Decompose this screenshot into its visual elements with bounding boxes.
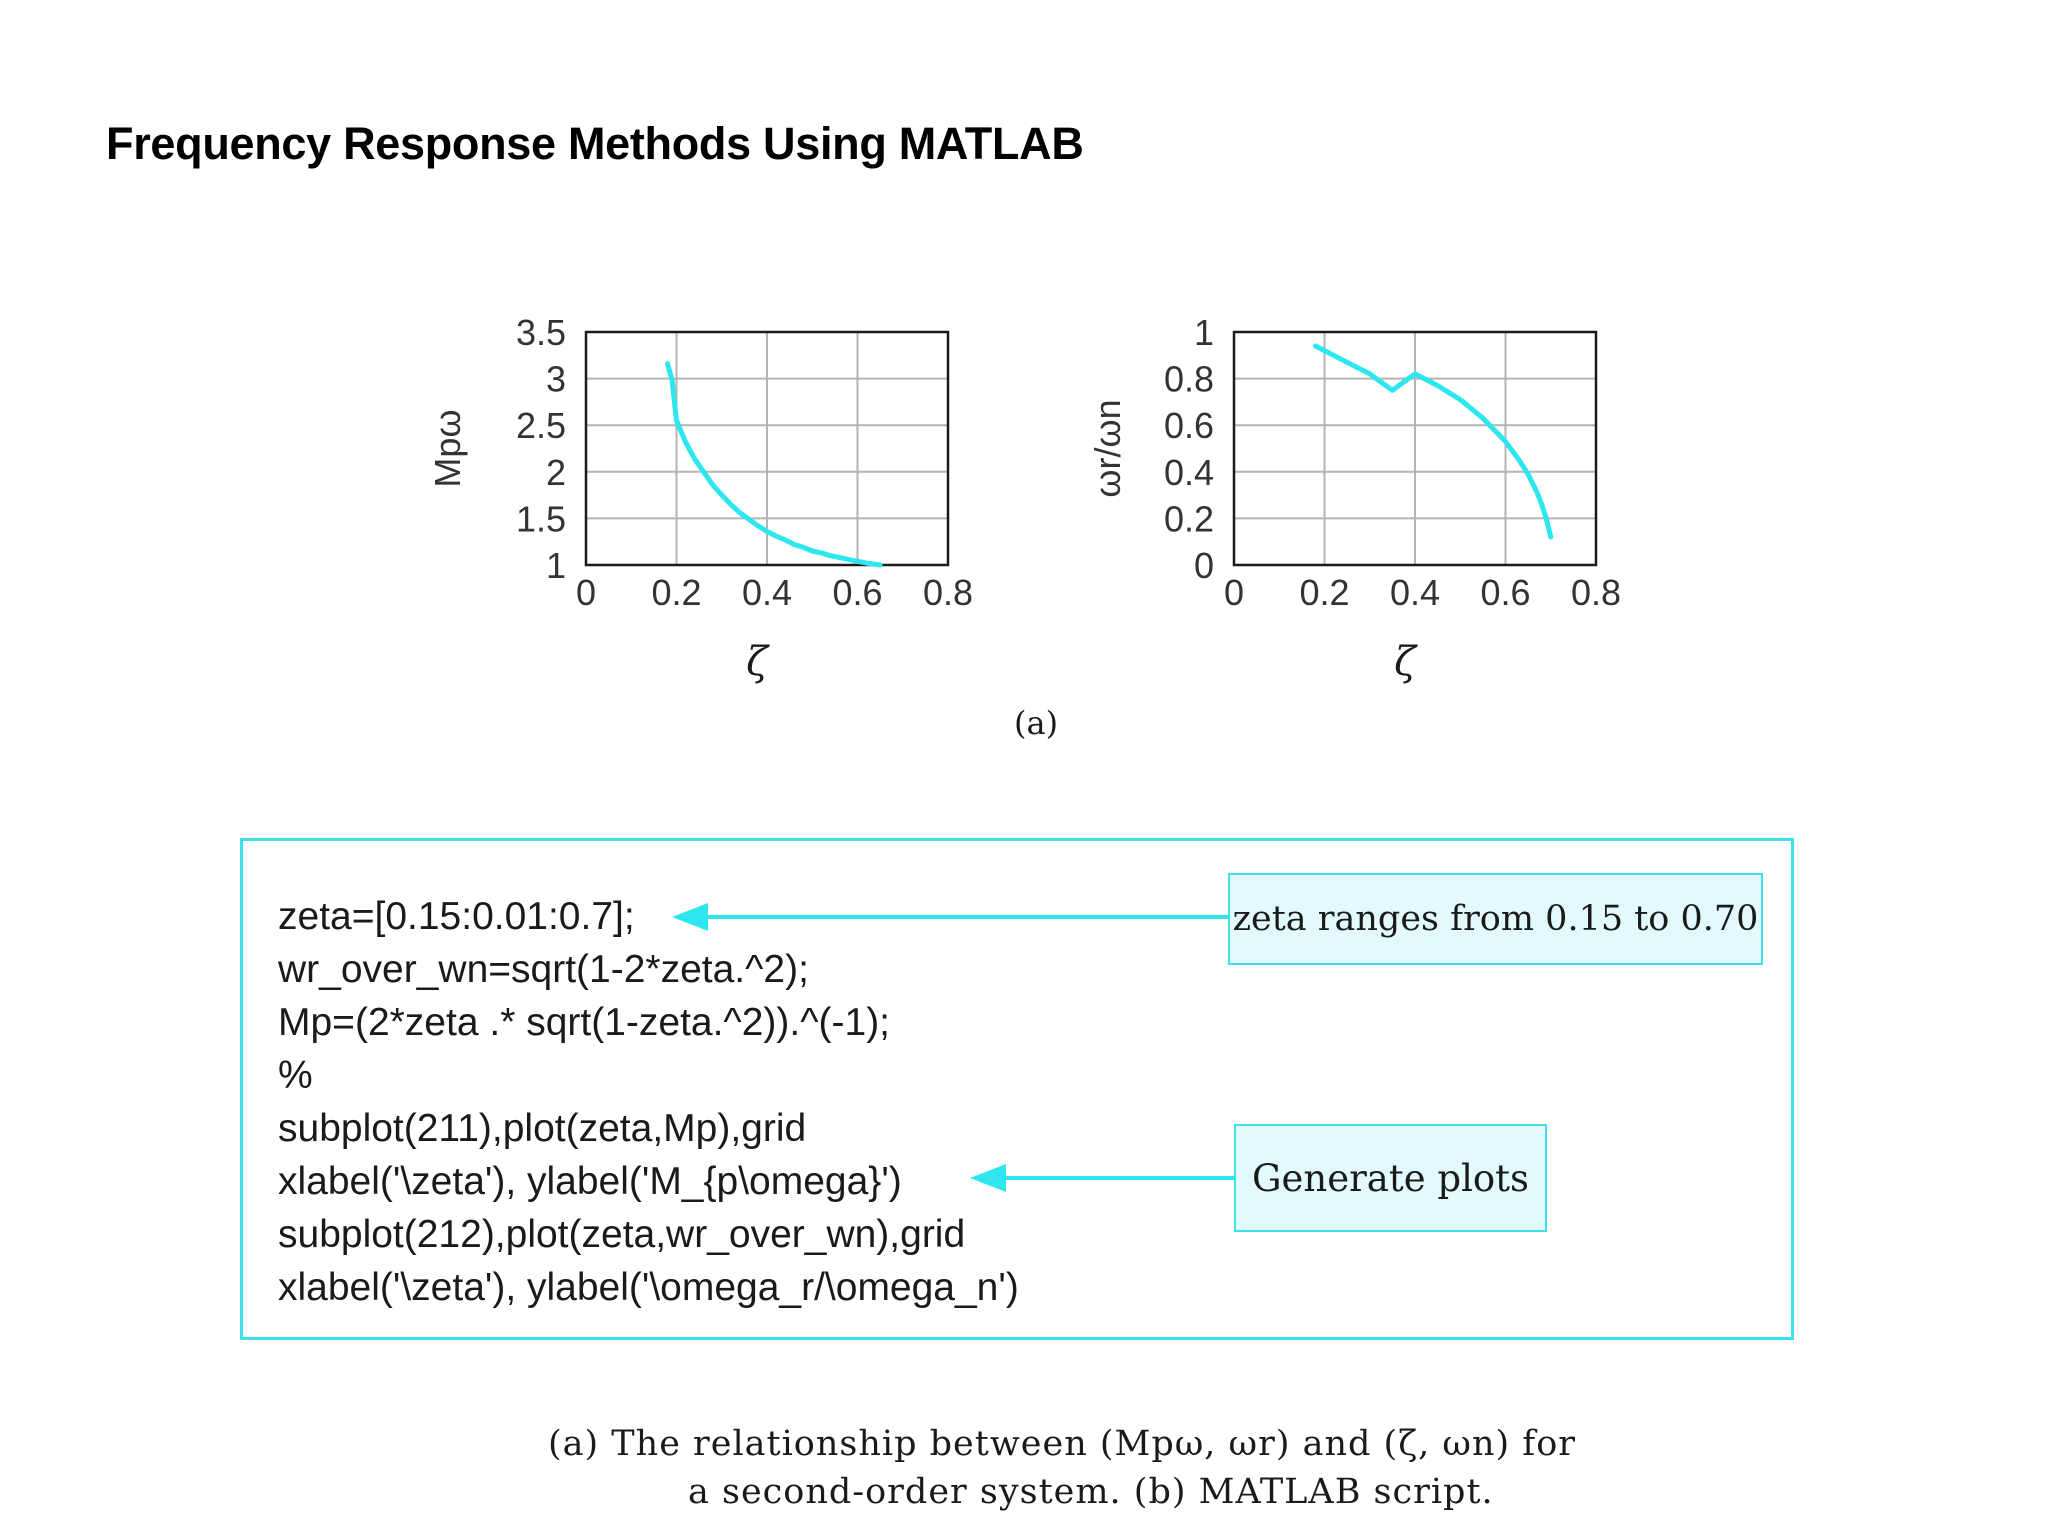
chart-wr-xtick-4: 0.8 — [1570, 572, 1622, 613]
subfigure-label: (a) — [1014, 704, 1059, 742]
callout-generate-plots: Generate plots — [1234, 1124, 1547, 1232]
chart-wr-ytick-3: 0.6 — [1163, 405, 1214, 447]
chart-mp-ytick-0: 1 — [545, 545, 566, 586]
arrow-generate-plots — [970, 1164, 1234, 1192]
code-line-5: subplot(211),plot(zeta,Mp),grid — [278, 1107, 807, 1150]
figure-caption-line-2: a second-order system. (b) MATLAB script. — [688, 1472, 1494, 1512]
chart-mp-ytick-5: 3.5 — [515, 312, 566, 353]
chart-wr-ytick-5: 1 — [1193, 312, 1214, 353]
code-line-6: xlabel('\zeta'), ylabel('M_{p\omega}') — [278, 1160, 902, 1203]
chart-wr-xtick-1: 0.2 — [1299, 572, 1350, 613]
chart-mp-ytick-2: 2 — [545, 451, 566, 493]
chart-mp-xtick-1: 0.2 — [651, 572, 702, 613]
figure-caption-line-1: (a) The relationship between (Mpω, ωr) and (ζ, ωn) for — [548, 1424, 1577, 1464]
chart-mp-ylabel: Mpω — [427, 409, 468, 488]
chart-wr-xtick-0: 0 — [1223, 572, 1245, 613]
code-line-1: zeta=[0.15:0.01:0.7]; — [278, 895, 635, 938]
chart-mp-xtick-3: 0.6 — [832, 572, 883, 613]
slide-title: Frequency Response Methods Using MATLAB — [106, 118, 1084, 169]
chart-wr-ytick-1: 0.2 — [1163, 498, 1214, 540]
callout-zeta-range: zeta ranges from 0.15 to 0.70 — [1228, 873, 1763, 965]
chart-mp-xlabel: ζ — [746, 639, 768, 685]
chart-mp-ytick-4: 3 — [545, 358, 566, 400]
chart-wr-ytick-4: 0.8 — [1163, 358, 1214, 400]
chart-mp-xtick-0: 0 — [575, 572, 597, 613]
chart-mp-xtick-2: 0.4 — [741, 572, 793, 613]
chart-mp-xtick-4: 0.8 — [922, 572, 974, 613]
code-line-2: wr_over_wn=sqrt(1-2*zeta.^2); — [278, 948, 809, 991]
chart-wr-xlabel: ζ — [1394, 639, 1416, 685]
chart-wr-xtick-3: 0.6 — [1480, 572, 1531, 613]
code-line-4: % — [278, 1054, 313, 1097]
chart-wr-ylabel: ωr/ωn — [1087, 399, 1128, 498]
code-line-8: xlabel('\zeta'), ylabel('\omega_r/\omega_n') — [278, 1266, 1019, 1309]
code-line-3: Mp=(2*zeta .* sqrt(1-zeta.^2)).^(-1); — [278, 1001, 891, 1044]
chart-wr-ytick-0: 0 — [1193, 545, 1214, 586]
chart-wr-xtick-2: 0.4 — [1389, 572, 1441, 613]
code-line-7: subplot(212),plot(zeta,wr_over_wn),grid — [278, 1213, 966, 1256]
arrow-zeta-range — [672, 903, 1228, 931]
chart-mp-ytick-3: 2.5 — [515, 405, 566, 447]
chart-wr-ytick-2: 0.4 — [1163, 451, 1214, 493]
chart-mp-ytick-1: 1.5 — [515, 498, 566, 540]
